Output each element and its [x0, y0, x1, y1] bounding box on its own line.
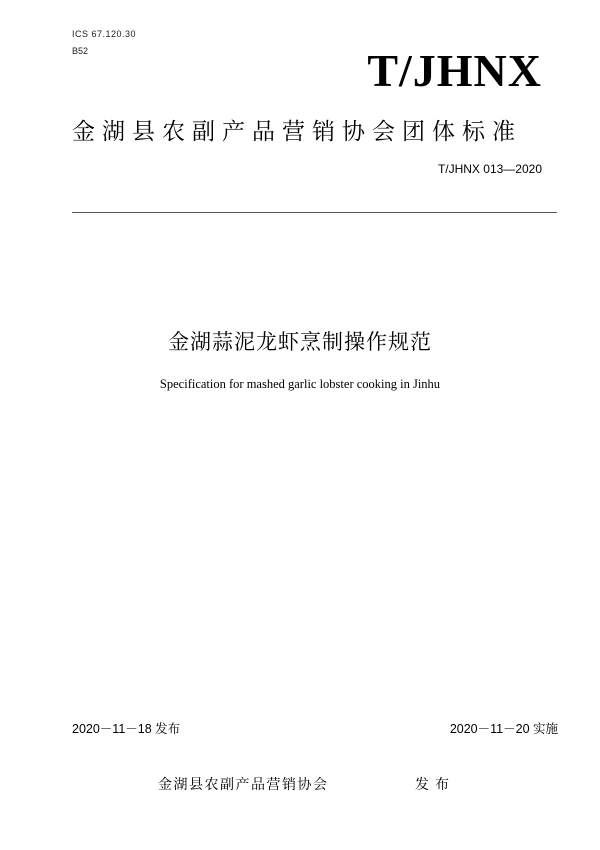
document-title-chinese: 金湖蒜泥龙虾烹制操作规范 [168, 330, 432, 354]
header-divider [72, 212, 557, 213]
publish-label: 发布 [415, 777, 455, 793]
document-title-english: Specification for mashed garlic lobster cooking in Jinhu [159, 377, 441, 391]
standard-type-heading: 金湖县农副产品营销协会团体标准 [72, 119, 522, 145]
implementation-date: 2020－11－20 实施 [449, 722, 558, 736]
ccs-code: B52 [72, 46, 89, 56]
standard-org-code: T/JHNX [367, 45, 542, 96]
ics-code: ICS 67.120.30 [72, 29, 137, 39]
issue-date: 2020－11－18 发布 [72, 722, 181, 736]
publisher-name: 金湖县农副产品营销协会 [158, 777, 329, 793]
standard-number: T/JHNX 013—2020 [437, 162, 542, 176]
